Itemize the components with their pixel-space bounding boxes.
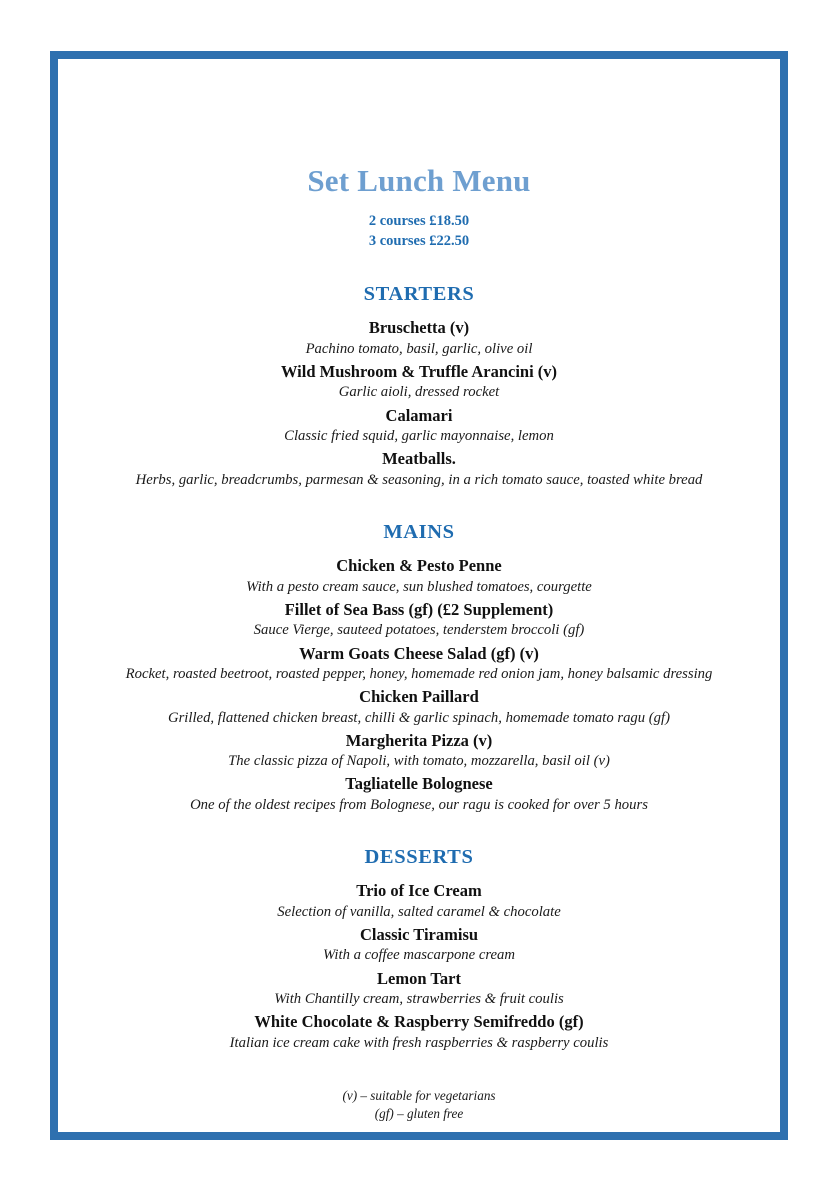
dish-name: Bruschetta (v): [368, 318, 470, 338]
dish-description: Selection of vanilla, salted caramel & chocolate: [277, 903, 561, 920]
section-header-desserts: DESSERTS: [364, 845, 474, 868]
dish-description: Sauce Vierge, sauteed potatoes, tenderstem broccoli (gf): [253, 622, 585, 639]
dish-name: Tagliatelle Bolognese: [345, 774, 493, 794]
dish-name: Meatballs.: [382, 449, 456, 469]
menu-content: [93, 164, 745, 1124]
dish-description: With Chantilly cream, strawberries & fruit coulis: [274, 991, 564, 1008]
dish-name: Fillet of Sea Bass (gf) (£2 Supplement): [284, 599, 554, 619]
menu-item: [93, 924, 745, 966]
dish-description: One of the oldest recipes from Bolognese, our ragu is cooked for over 5 hours: [190, 796, 648, 813]
menu-item: [93, 686, 745, 728]
menu-item: [93, 448, 745, 490]
dish-description: Herbs, garlic, breadcrumbs, parmesan & seasoning, in a rich tomato sauce, toasted white bread: [135, 471, 703, 488]
section-desserts: [93, 845, 745, 1053]
section-header-starters: STARTERS: [363, 282, 475, 305]
dish-name: Chicken Paillard: [359, 687, 479, 707]
menu-footnotes: [93, 1087, 745, 1124]
dish-name: White Chocolate & Raspberry Semifreddo (gf): [254, 1012, 584, 1032]
menu-item: [93, 317, 745, 359]
price-2-courses: 2 courses £18.50: [368, 212, 470, 229]
dish-description: Pachino tomato, basil, garlic, olive oil: [305, 340, 533, 357]
dish-description: Classic fried squid, garlic mayonnaise, lemon: [284, 428, 554, 445]
dish-name: Trio of Ice Cream: [356, 881, 482, 901]
menu-item: [93, 1011, 745, 1053]
menu-item: [93, 773, 745, 815]
dish-name: Calamari: [385, 405, 453, 425]
menu-item: [93, 880, 745, 922]
dish-name: Margherita Pizza (v): [345, 730, 493, 750]
dish-description: With a pesto cream sauce, sun blushed tomatoes, courgette: [246, 578, 592, 595]
menu-inner-area: [58, 59, 780, 1132]
menu-item: [93, 968, 745, 1010]
dish-description: Grilled, flattened chicken breast, chilli & garlic spinach, homemade tomato ragu (gf): [167, 709, 670, 726]
menu-item: [93, 555, 745, 597]
menu-item: [93, 599, 745, 641]
dish-name: Classic Tiramisu: [359, 925, 479, 945]
menu-item: [93, 361, 745, 403]
dish-name: Warm Goats Cheese Salad (gf) (v): [299, 643, 539, 663]
dish-description: With a coffee mascarpone cream: [323, 947, 515, 964]
dish-name: Wild Mushroom & Truffle Arancini (v): [280, 362, 558, 382]
menu-item: [93, 730, 745, 772]
section-starters: [93, 282, 745, 490]
menu-item: [93, 643, 745, 685]
page-title: Set Lunch Menu: [307, 163, 531, 198]
dish-description: Garlic aioli, dressed rocket: [338, 384, 500, 401]
section-header-mains: MAINS: [383, 520, 455, 543]
section-mains: [93, 520, 745, 815]
dish-description: Italian ice cream cake with fresh raspberries & raspberry coulis: [229, 1034, 609, 1051]
menu-item: [93, 405, 745, 447]
decorative-border-frame: [50, 51, 788, 1140]
dish-description: Rocket, roasted beetroot, roasted pepper, honey, homemade red onion jam, honey balsamic dressing: [125, 665, 713, 682]
footnote-vegetarian: (v) – suitable for vegetarians: [342, 1087, 496, 1103]
menu-header: [93, 164, 745, 252]
price-3-courses: 3 courses £22.50: [368, 233, 470, 250]
dish-name: Chicken & Pesto Penne: [336, 556, 502, 576]
dish-name: Lemon Tart: [377, 968, 461, 988]
footnote-gluten-free: (gf) – gluten free: [374, 1106, 464, 1122]
dish-description: The classic pizza of Napoli, with tomato, mozzarella, basil oil (v): [228, 753, 610, 770]
